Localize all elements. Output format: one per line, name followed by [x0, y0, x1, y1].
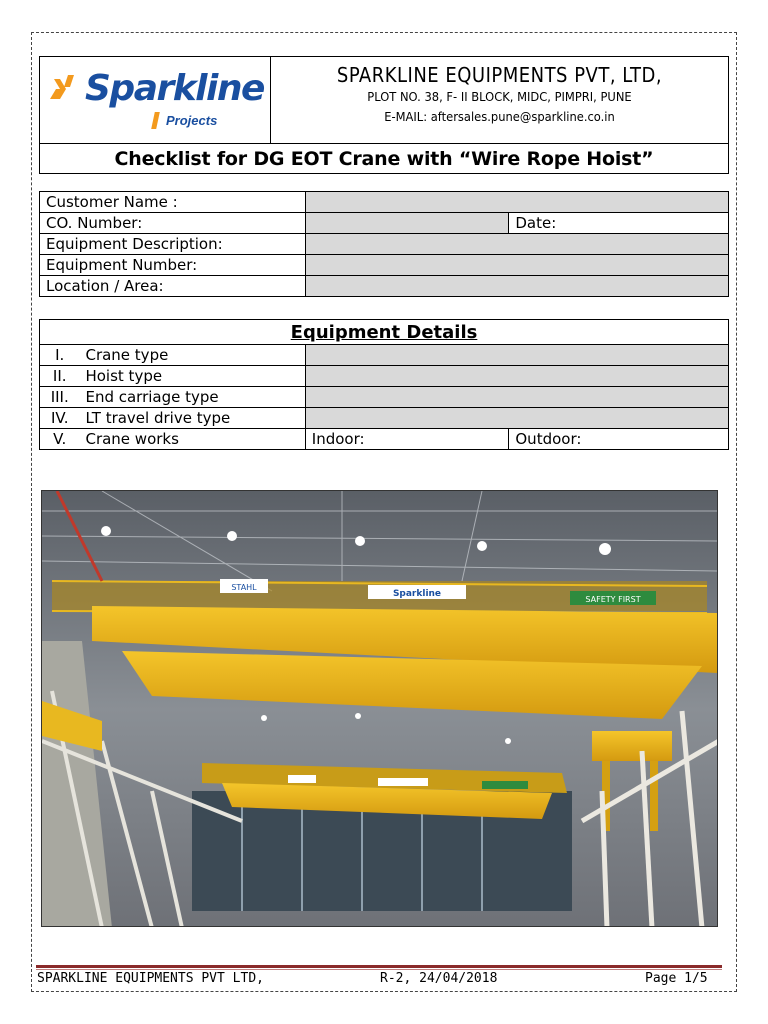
table-row [40, 192, 729, 213]
crane-type-field[interactable] [305, 345, 728, 366]
row-number: IV. [40, 408, 80, 429]
table-row [40, 255, 729, 276]
document-title: Checklist for DG EOT Crane with “Wire Rope Hoist” [114, 148, 654, 170]
lt-travel-drive-type-field[interactable] [305, 408, 728, 429]
table-row [40, 213, 729, 234]
photo-sign-right: SAFETY FIRST [585, 595, 641, 604]
equipment-number-field[interactable] [305, 255, 728, 276]
end-carriage-type-field[interactable] [305, 387, 728, 408]
title-box [39, 144, 729, 174]
photo-sign-left: STAHL [231, 583, 257, 592]
lt-travel-drive-type-label: LT travel drive type [79, 408, 305, 429]
table-header-row [40, 320, 729, 345]
equipment-description-label: Equipment Description: [40, 234, 306, 255]
row-number: V. [40, 429, 80, 450]
equipment-details-table [39, 319, 729, 450]
crane-photo-illustration [42, 491, 718, 927]
crane-type-label: Crane type [79, 345, 305, 366]
photo-sign-center: Sparkline [392, 589, 442, 599]
row-number: II. [40, 366, 80, 387]
table-row [40, 345, 729, 366]
table-row [40, 408, 729, 429]
footer-company: SPARKLINE EQUIPMENTS PVT LTD, [37, 971, 264, 986]
outdoor-field[interactable]: Outdoor: [509, 429, 729, 450]
footer-rule [36, 965, 722, 968]
crane-works-label: Crane works [79, 429, 305, 450]
crane-photo [41, 490, 718, 927]
logo-wordmark: Sparkline [85, 68, 264, 109]
sparkline-logo-icon [46, 69, 86, 109]
equipment-details-heading: Equipment Details [40, 320, 729, 345]
company-info [271, 57, 728, 143]
footer-rule-thin [36, 969, 722, 970]
hoist-type-field[interactable] [305, 366, 728, 387]
row-number: III. [40, 387, 80, 408]
table-row [40, 276, 729, 297]
location-label: Location / Area: [40, 276, 306, 297]
row-number: I. [40, 345, 80, 366]
co-number-label: CO. Number: [40, 213, 306, 234]
logo-subtitle: Projects [166, 113, 218, 128]
table-row [40, 429, 729, 450]
company-address: PLOT NO. 38, F- II BLOCK, MIDC, PIMPRI, PUNE [367, 89, 632, 104]
customer-name-field[interactable] [305, 192, 728, 213]
logo-bar [151, 112, 160, 129]
company-email: E-MAIL: aftersales.pune@sparkline.co.in [384, 109, 615, 124]
footer-revision: R-2, 24/04/2018 [380, 971, 498, 986]
logo [40, 57, 271, 143]
indoor-field[interactable]: Indoor: [305, 429, 509, 450]
customer-name-label: Customer Name : [40, 192, 306, 213]
location-field[interactable] [305, 276, 728, 297]
hoist-type-label: Hoist type [79, 366, 305, 387]
co-number-field[interactable] [305, 213, 509, 234]
company-name: SPARKLINE EQUIPMENTS PVT, LTD, [336, 63, 663, 87]
table-row [40, 234, 729, 255]
table-row [40, 366, 729, 387]
footer-page-number: Page 1/5 [645, 971, 708, 986]
customer-info-table [39, 191, 729, 297]
equipment-number-label: Equipment Number: [40, 255, 306, 276]
equipment-description-field[interactable] [305, 234, 728, 255]
table-row [40, 387, 729, 408]
date-field[interactable]: Date: [509, 213, 729, 234]
document-header [39, 56, 729, 144]
end-carriage-type-label: End carriage type [79, 387, 305, 408]
